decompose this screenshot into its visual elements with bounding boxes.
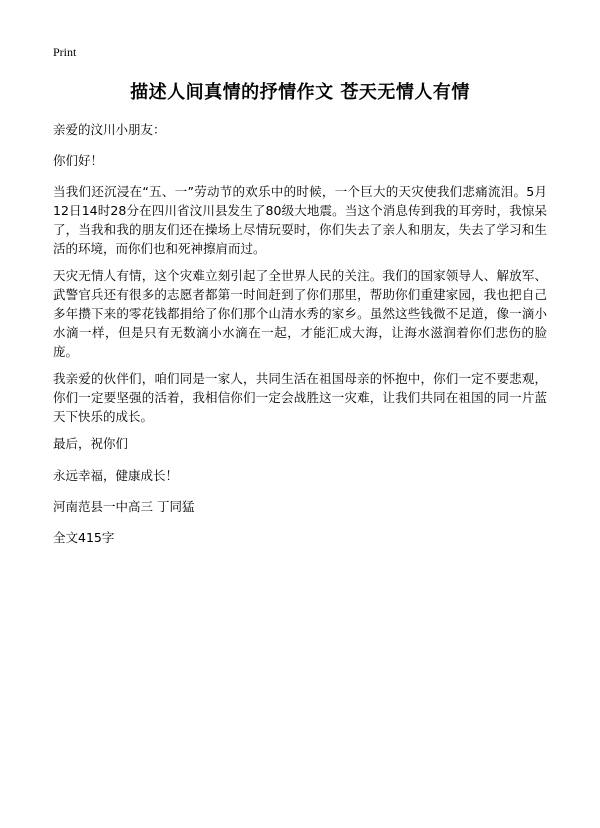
page-title: 描述人间真情的抒情作文 苍天无情人有情: [130, 82, 470, 103]
word-count: 全文415字: [53, 530, 115, 545]
author-line: 河南范县一中高三 丁同猛: [53, 499, 195, 514]
paragraph-2: 天灾无情人有情，这个灾难立刻引起了全世界人民的关注。我们的国家领导人、解放军、武警官兵还有很多的志愿者都第一时间赶到了你们那里，帮助你们重建家园，我也把自己多年攒下来的零花钱都捐给了你们那个山清水秀的家乡。虽然这些钱微不足道，像一滴小水滴一样，但是只有无数滴小水滴在一起，才能汇成大海，让海水滋润着你们悲伤的脸庞。: [53, 268, 547, 359]
print-link[interactable]: Print: [53, 45, 77, 59]
paragraph-1: 当我们还沉浸在“五、一”劳动节的欢乐中的时候，一个巨大的天灾使我们悲痛流泪。5月12日14时28分在四川省汶川县发生了80级大地震。当这个消息传到我的耳旁时，我惊呆了，当我和我的朋友们还在操场上尽情玩耍时，你们失去了亲人和朋友，失去了学习和生活的环境，而你们也和死神擦肩而过。: [53, 184, 547, 256]
wish-line: 永远幸福，健康成长！: [53, 468, 179, 483]
greeting: 你们好！: [53, 153, 104, 168]
closing-line: 最后，祝你们: [53, 436, 129, 451]
paragraph-3: 我亲爱的伙伴们，咱们同是一家人，共同生活在祖国母亲的怀抱中，你们一定不要悲观，你们一定要坚强的活着，我相信你们一定会战胜这一灾难，让我们共同在祖国的同一片蓝天下快乐的成长。: [53, 371, 547, 424]
salutation: 亲爱的汶川小朋友：: [53, 122, 166, 137]
